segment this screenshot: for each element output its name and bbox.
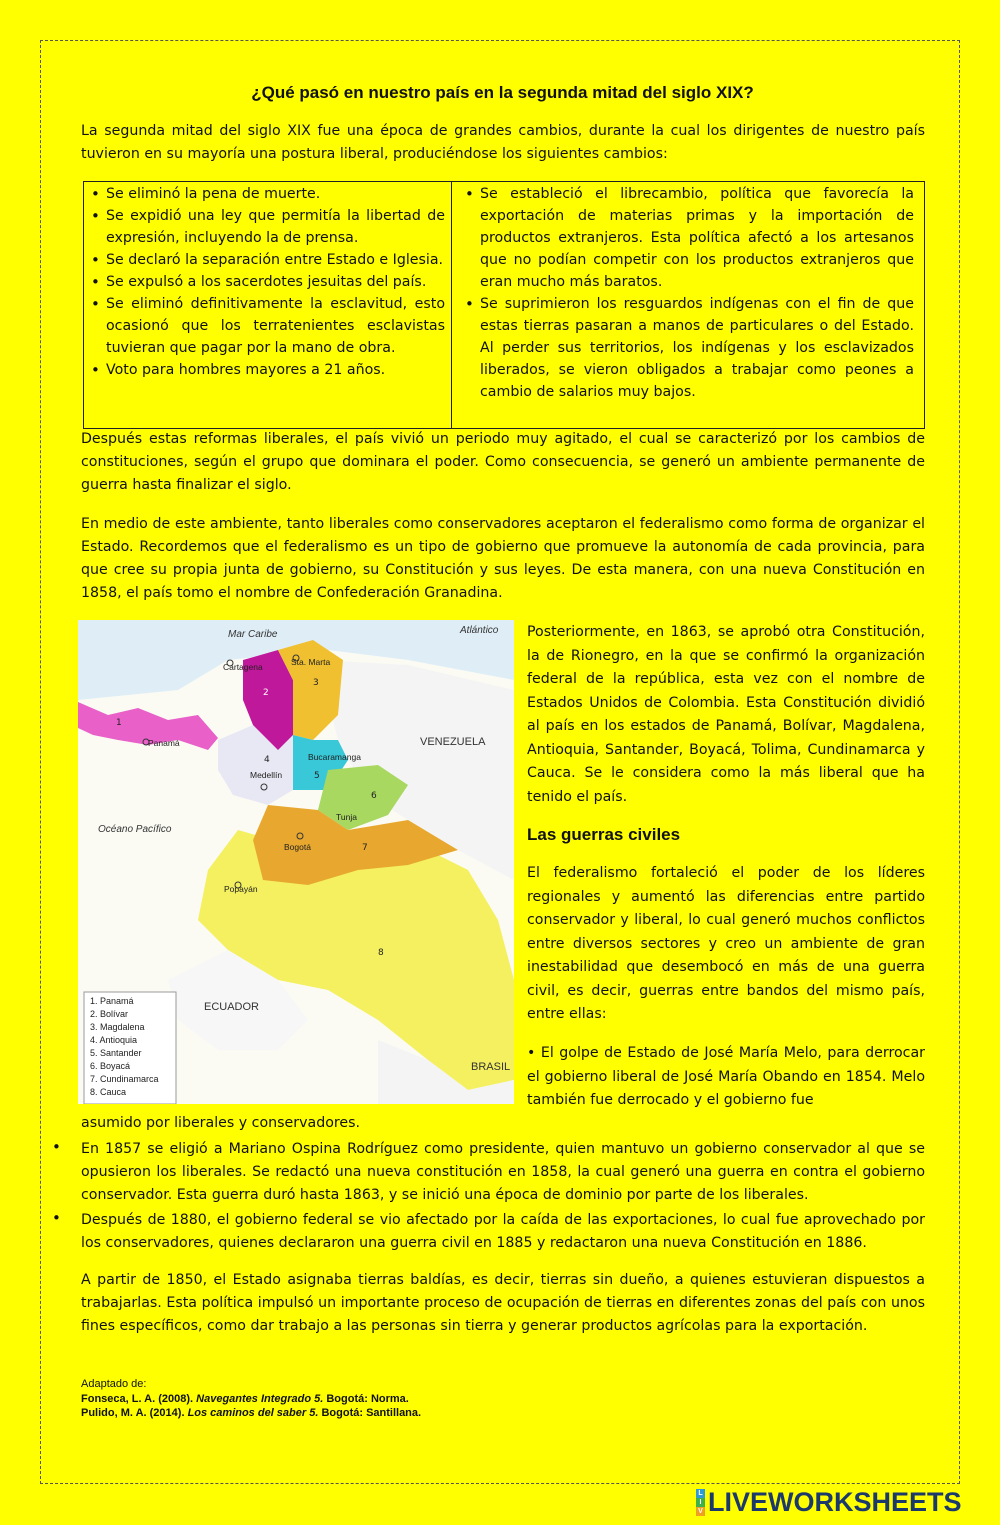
melo-bullet: • El golpe de Estado de José María Melo, para derrocar el gobierno liberal de José María Obando en 1854. Melo también fue derrocado y el gobierno fue <box>527 1045 925 1108</box>
map-number-5: 5 <box>314 771 320 781</box>
civil-wars-heading: Las guerras civiles <box>527 825 681 844</box>
map-label-brasil: BRASIL <box>471 1061 511 1073</box>
melo-bullet-continuation: asumido por liberales y conservadores. <box>81 1115 361 1131</box>
change-item: • Se declaró la separación entre Estado e Iglesia. <box>88 249 445 271</box>
map-label-bogota: Bogotá <box>284 842 311 852</box>
changes-right-column <box>452 182 924 428</box>
change-item: • Voto para hombres mayores a 21 años. <box>88 359 445 381</box>
legend-item: 6. Boyacá <box>90 1061 131 1071</box>
legend-item: 1. Panamá <box>90 996 134 1006</box>
intro-paragraph: La segunda mitad del siglo XIX fue una época de grandes cambios, durante la cual los dirigentes de nuestro país tuvieron en su mayoría una postura liberal, produciéndose los siguientes cambios: <box>81 123 925 162</box>
map-label-cartagena: Cartagena <box>223 662 263 672</box>
legend-item: 7. Cundinamarca <box>90 1074 159 1084</box>
bullet-1857: En 1857 se eligió a Mariano Ospina Rodríguez como presidente, quien mantuvo un gobierno conservador al que se opusieron los liberales. Se redactó una nueva constitución en 1858, la cual generó una guerra en contra el gobierno conservador. Esta guerra duró hasta 1863, y se inició una época de dominio por parte de los liberales. <box>81 1141 925 1203</box>
bullet-dot: • <box>52 1138 61 1156</box>
map-number-2: 2 <box>263 688 269 698</box>
changes-left-column <box>84 182 452 428</box>
federalism-paragraph: En medio de este ambiente, tanto liberales como conservadores aceptaron el federalismo como forma de organizar el Estado. Recordemos que el federalismo es un tipo de gobierno que promueve la autonomía de cada provincia, para que cree su propia junta de gobierno, su Constitución y sus leyes. De esta manera, con una nueva Constitución en 1858, el país tomo el nombre de Confederación Granadina. <box>81 516 925 601</box>
map-number-6: 6 <box>371 791 377 801</box>
change-item: • Se eliminó definitivamente la esclavitud, esto ocasionó que los terratenientes esclavistas tuvieran que pagar por la mano de obra. <box>88 293 445 359</box>
map-label-oceano-pacifico: Océano Pacífico <box>98 824 172 835</box>
legend-item: 8. Cauca <box>90 1087 127 1097</box>
references-label: Adaptado de: <box>81 1378 147 1390</box>
change-item: • Se estableció el librecambio, política que favorecía la exportación de materias primas y la importación de productos extranjeros. Esta política afectó a los artesanos que no podían competir con los productos extranjeros que eran mucho más baratos. <box>462 183 914 293</box>
colombia-map <box>78 620 514 1104</box>
map-number-4: 4 <box>264 755 270 765</box>
map-number-7: 7 <box>362 843 368 853</box>
map-label-ecuador: ECUADOR <box>204 1001 260 1013</box>
map-label-tunja: Tunja <box>336 812 357 822</box>
map-label-popayan: Popayán <box>224 884 258 894</box>
map-number-8: 8 <box>378 948 384 958</box>
map-label-atlantico: Atlántico <box>460 625 499 636</box>
legend-item: 3. Magdalena <box>90 1022 145 1032</box>
legend-item: 2. Bolívar <box>90 1009 129 1019</box>
legend-item: 5. Santander <box>90 1048 142 1058</box>
page-title: ¿Qué pasó en nuestro país en la segunda mitad del siglo XIX? <box>251 83 754 102</box>
liveworksheets-brand[interactable] <box>696 1487 962 1517</box>
reference-2: Pulido, M. A. (2014). Los caminos del saber 5. Bogotá: Santillana. <box>81 1407 422 1419</box>
legend-item: 4. Antioquia <box>90 1035 138 1045</box>
bullet-1880: Después de 1880, el gobierno federal se vio afectado por la caída de las exportaciones, lo cual fue aprovechado por los conservadores, quienes declararon una guerra civil en 1885 y redactaron una nueva Constitución en 1886. <box>81 1212 925 1251</box>
map-number-1: 1 <box>116 718 122 728</box>
reforms-paragraph: Después estas reformas liberales, el país vivió un periodo muy agitado, el cual se caracterizó por los cambios de constituciones, según el grupo que dominara el poder. Como consecuencia, se generó un ambiente permanente de guerra hasta finalizar el siglo. <box>81 431 925 493</box>
change-item: • Se suprimieron los resguardos indígenas con el fin de que estas tierras pasaran a manos de particulares o del Estado. Al perder sus territorios, los indígenas y los esclavizados liberados, se vieron obligados a trabajar como peones a cambio de salarios muy bajos. <box>462 293 914 403</box>
change-item: • Se eliminó la pena de muerte. <box>88 183 445 205</box>
map-graphic <box>78 620 514 1104</box>
liveworksheets-logo-icon: L I V <box>696 1489 705 1516</box>
change-item: • Se expulsó a los sacerdotes jesuitas del país. <box>88 271 445 293</box>
map-label-venezuela: VENEZUELA <box>420 736 486 748</box>
baldias-paragraph: A partir de 1850, el Estado asignaba tierras baldías, es decir, tierras sin dueño, a quienes estuvieran dispuestos a trabajarlas. Esta política impulsó un importante proceso de ocupación de tierras en diferentes zonas del país con unos fines específicos, como dar trabajo a las personas sin tierra y generar productos agrícolas para la exportación. <box>81 1272 925 1334</box>
map-label-medellin: Medellín <box>250 770 283 780</box>
change-item: • Se expidió una ley que permitía la libertad de expresión, incluyendo la de prensa. <box>88 205 445 249</box>
reference-1: Fonseca, L. A. (2008). Navegantes Integrado 5. Bogotá: Norma. <box>81 1393 409 1405</box>
map-label-mar-caribe: Mar Caribe <box>228 629 278 640</box>
map-label-bucaramanga: Bucaramanga <box>308 752 361 762</box>
bullet-dot: • <box>52 1209 61 1227</box>
changes-table <box>83 181 925 429</box>
map-label-panama: Panamá <box>148 738 180 748</box>
map-number-3: 3 <box>313 678 319 688</box>
map-label-sta-marta: Sta. Marta <box>291 657 331 667</box>
brand-text: LIVEWORKSHEETS <box>708 1486 962 1517</box>
civil-wars-paragraph: El federalismo fortaleció el poder de los líderes regionales y aumentó las diferencias entre partido conservador y liberal, lo cual generó muchos conflictos entre diversos sectores y creo un ambiente de gran inestabilidad que desembocó en más de una guerra civil, es decir, guerras entre bandos del mismo país, entre ellas: <box>527 865 925 1022</box>
rionegro-paragraph: Posteriormente, en 1863, se aprobó otra Constitución, la de Rionegro, en la que se confirmó la organización federal de la república, esta vez con el nombre de Estados Unidos de Colombia. Esta Constitución dividió al país en los estados de Panamá, Bolívar, Magdalena, Antioquia, Santander, Boyacá, Tolima, Cundinamarca y Cauca. Se le considera como la más liberal que ha tenido el país. <box>527 624 925 805</box>
